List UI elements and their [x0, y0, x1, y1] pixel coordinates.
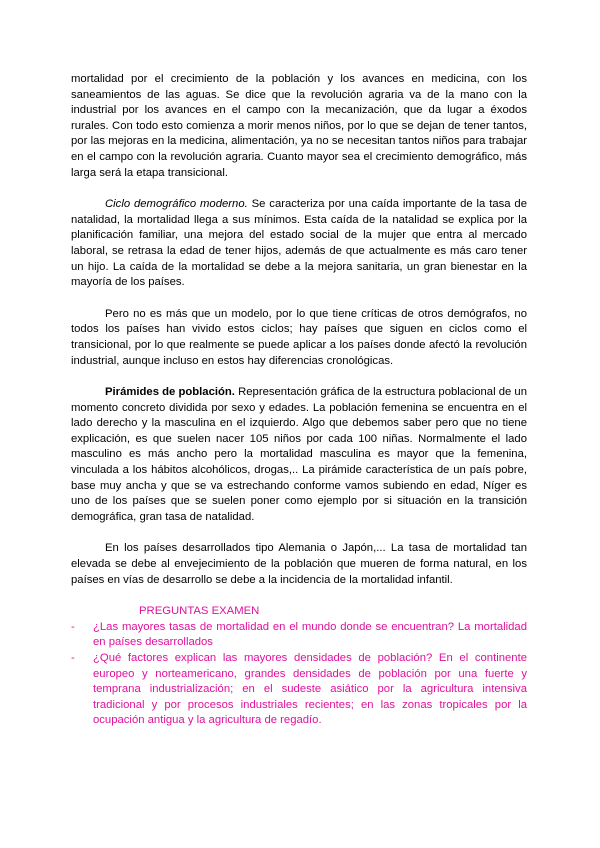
paragraph-desarrollados	[71, 541, 527, 588]
bullet-dash: -	[71, 652, 75, 664]
paragraph-text: Se caracteriza por una caída importante de la tasa de natalidad, la mortalidad llega a sus mínimos. Esta caída de la natalidad se explica por la planificación familiar, una mejora del estado social de la mujer que entra al mercado laboral, se retrasa la edad de tener hijos, además de que actualmente es más caro tener un hijo. La caída de la mortalidad se debe a la mejora sanitaria, un gran bienestar en la mayoría de los países.	[71, 198, 527, 289]
paragraph-text: mortalidad por el crecimiento de la población y los avances en medicina, con los saneamientos de las aguas. Se dice que la revolución agraria va de la mano con la industrial por los avances en el campo con la mecanización, que da lugar a éxodos rurales. Con todo esto comienza a morir menos niños, por lo que se dejan de tener tantos, por las mejoras en la medicina, alimentación, ya no se necesitan tantos niños para trabajar en el campo con la revolución agraria. Cuanto mayor sea el crecimiento demográfico, más larga será la etapa transicional.	[71, 73, 527, 179]
document-body	[71, 72, 527, 729]
questions-list	[71, 620, 527, 729]
paragraph-criticas	[71, 307, 527, 369]
list-item: - ¿Qué factores explican las mayores densidades de población? En el continente europeo y norteamericano, grandes densidades de población por una fuerte y temprana industrialización; en el sudeste asiático por la agricultura intensiva tradicional y por procesos industriales recientes; en las zonas tropicales por la ocupación antigua y la agricultura de regadío.	[71, 652, 527, 727]
bullet-dash: -	[71, 620, 75, 633]
paragraph-text: En los países desarrollados tipo Alemania o Japón,... La tasa de mortalidad tan elevada se debe al envejecimiento de la población que mueren de forma natural, en los países en vías de desarrollo se debe a la incidencia de la mortalidad infantil.	[71, 542, 527, 586]
paragraph-text: Representación gráfica de la estructura poblacional de un momento concreto dividida por sexo y edades. La población femenina se encuentra en el lado derecho y la masculina en el izquierdo. Algo que debemos saber pero que no tiene explicación, es que suelen nacer 105 niños por cada 100 niñas. Normalmente el lado masculino es más ancho pero la mortalidad masculina es mayor que la femenina, vinculada a los hábitos alcohólicos, drogas,.. La pirámide característica de un país pobre, base muy ancha y que se va estrechando conforme vamos subiendo en edad, Níger es uno de los países que se suelen poner como ejemplo por si situación en la transición demográfica, gran tasa de natalidad.	[71, 386, 527, 523]
paragraph-transicional-end	[71, 72, 527, 181]
paragraph-piramides	[71, 385, 527, 525]
paragraph-lead: Ciclo demográfico moderno.	[105, 198, 248, 211]
list-item: - ¿Las mayores tasas de mortalidad en el mundo donde se encuentran? La mortalidad en países desarrollados	[71, 620, 527, 649]
paragraph-lead: Pirámides de población.	[105, 386, 235, 399]
paragraph-text: Pero no es más que un modelo, por lo que tiene críticas de otros demógrafos, no todos los países han vivido estos ciclos; hay países que siguen en ciclos como el transicional, por lo que realmente se puede aplicar a los países donde afectó la revolución industrial, aunque incluso en estos hay diferencias cronológicas.	[71, 307, 527, 367]
paragraph-ciclo-moderno	[71, 197, 527, 291]
questions-title: PREGUNTAS EXAMEN	[139, 605, 260, 618]
